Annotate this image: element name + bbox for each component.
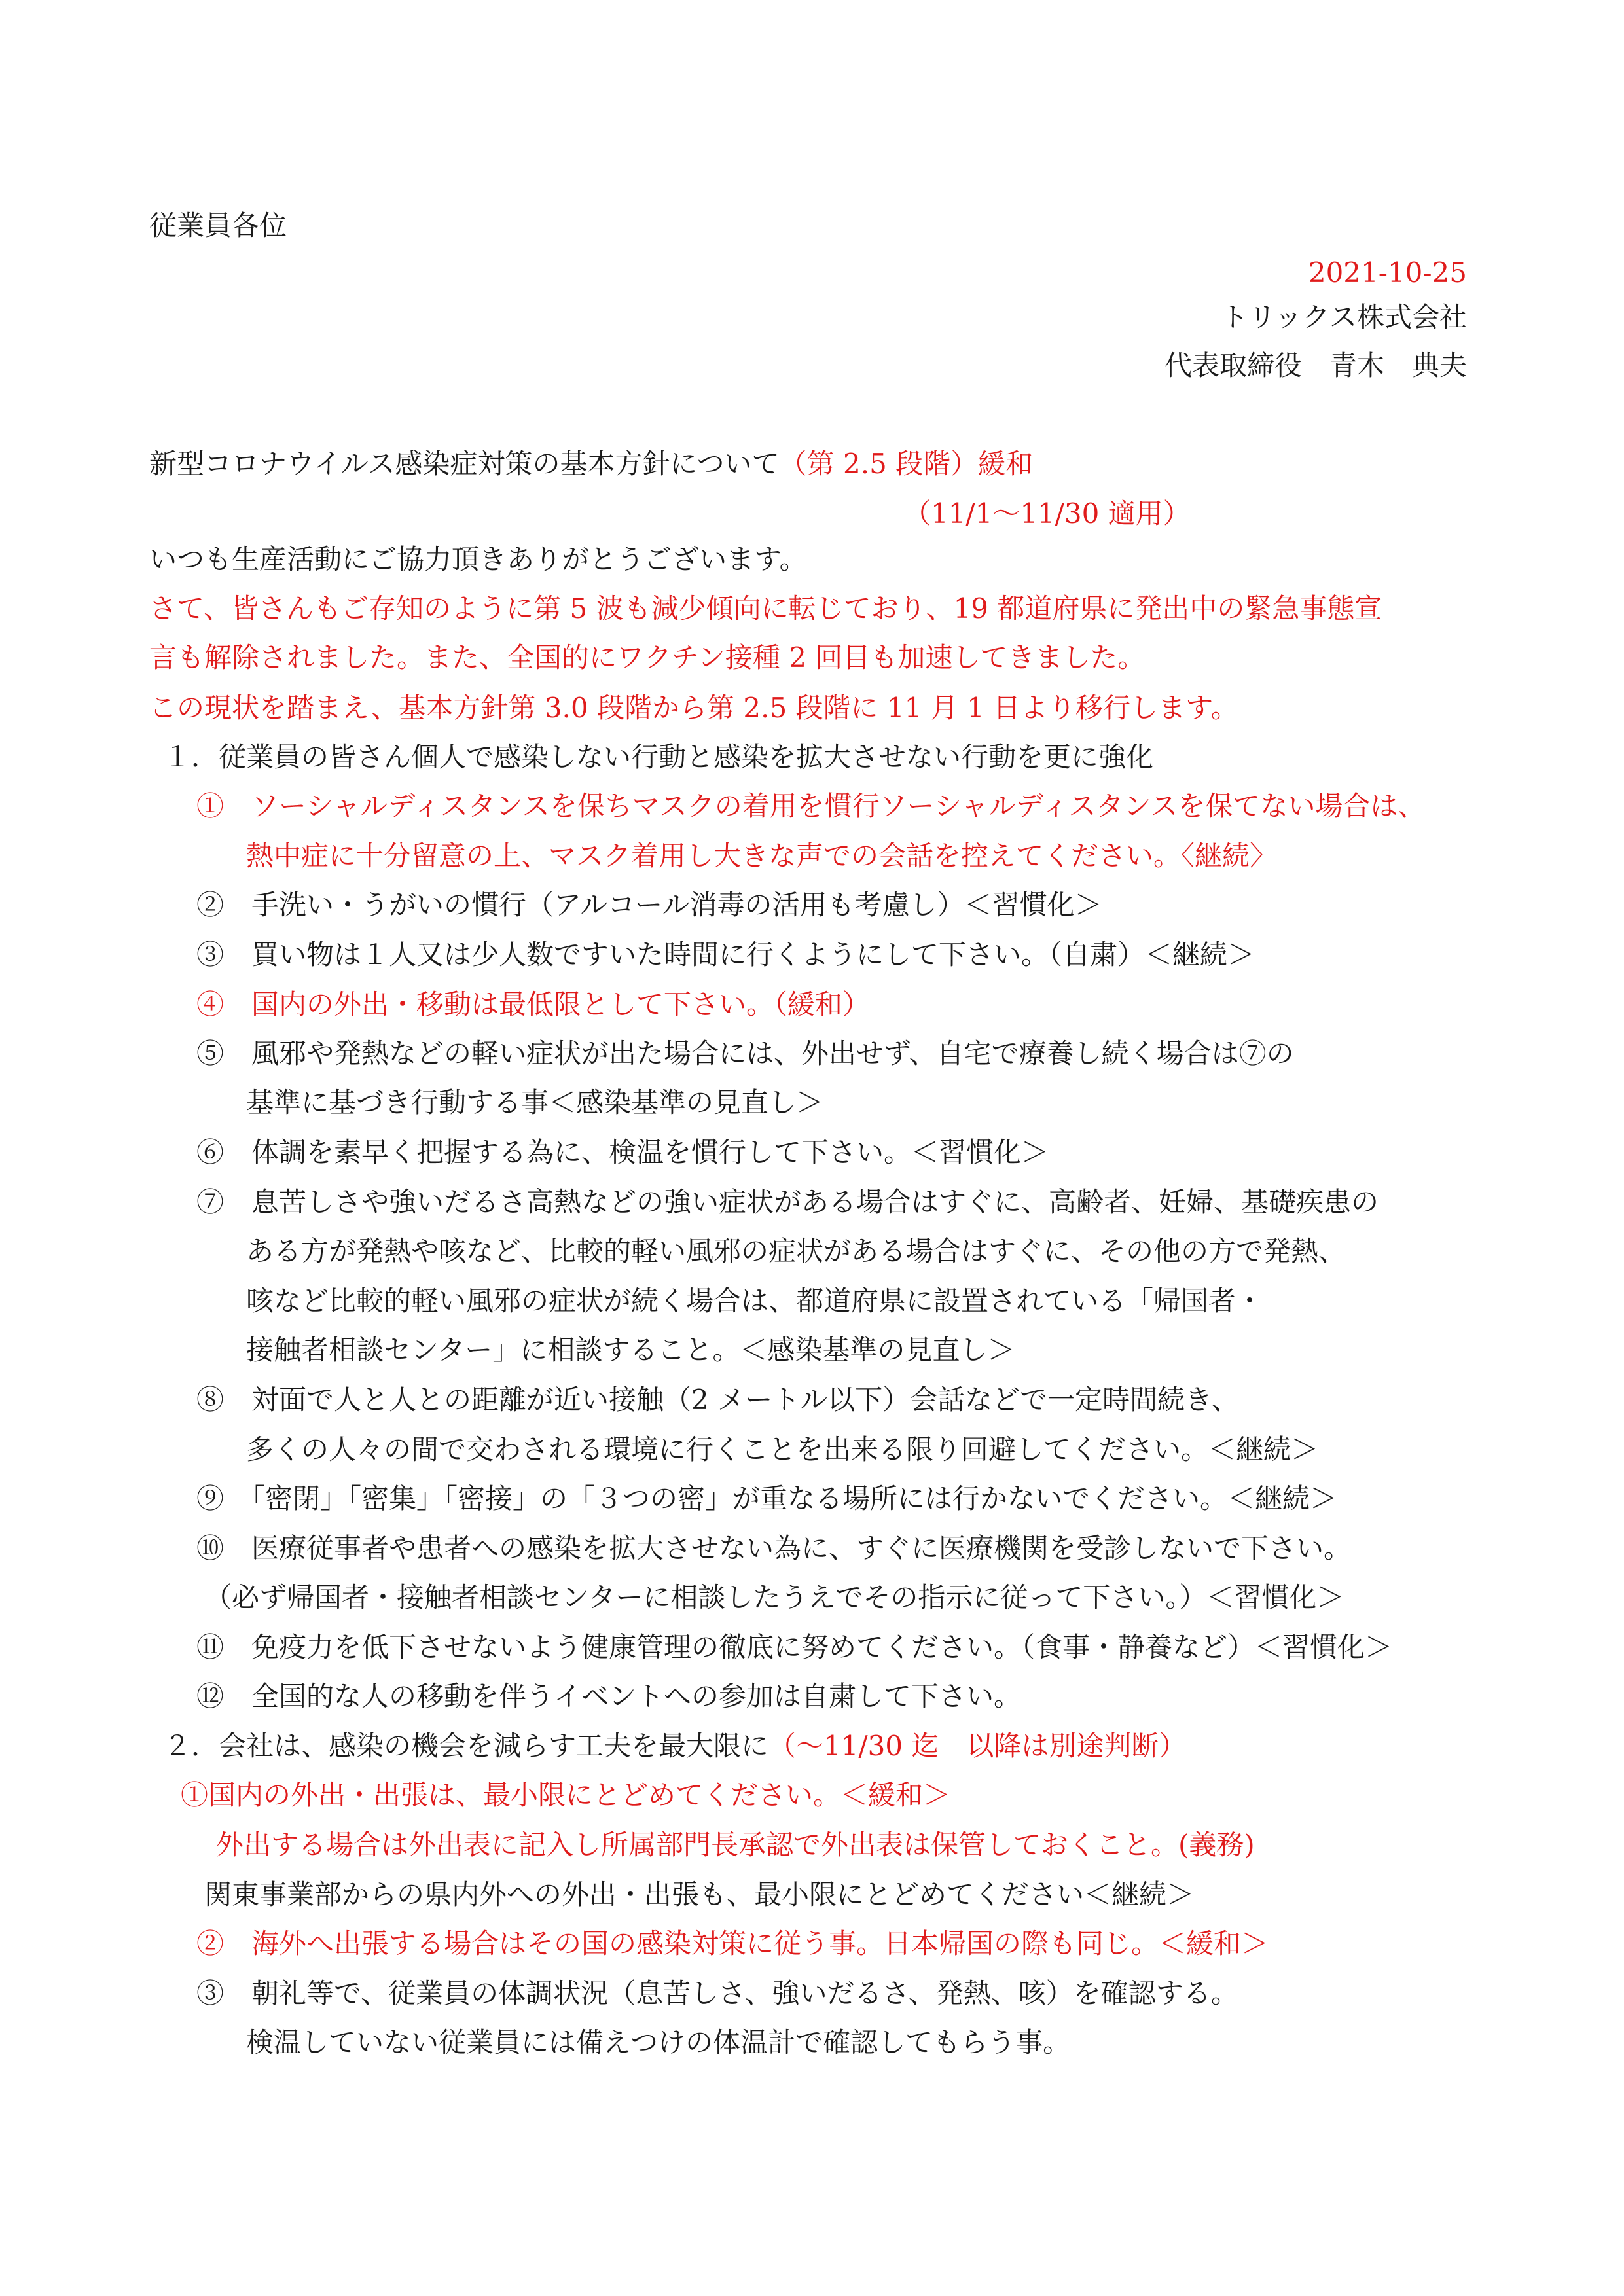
s2-item-3-line-2: 検温していない従業員には備えつけの体温計で確認してもらう事。	[246, 2026, 1071, 2058]
section2-heading	[164, 1730, 1186, 1763]
title-period: （11/1～11/30 適用）	[903, 497, 1191, 529]
s2-item-1-line-3: 関東事業部からの県内外への外出・出張も、最小限にとどめてください＜継続＞	[204, 1878, 1195, 1910]
intro-line-2: 言も解除されました。また、全国的にワクチン接種 2 回目も加速してきました。	[149, 641, 1146, 673]
document-title	[149, 448, 1033, 480]
title-main: 新型コロナウイルス感染症対策の基本方針について	[149, 448, 780, 480]
s1-item-12: ⑫ 全国的な人の移動を伴うイベントへの参加は自粛して下さい。	[196, 1680, 1022, 1712]
document-date: 2021-10-25	[1308, 257, 1467, 289]
intro-line-1: さて、皆さんもご存知のように第 5 波も減少傾向に転じており、19 都道府県に発出中の緊急事態宣	[149, 592, 1382, 624]
intro-line-3: この現状を踏まえ、基本方針第 3.0 段階から第 2.5 段階に 11 月 1 日より移行します。	[149, 692, 1238, 724]
s1-item-1-line-1: ① ソーシャルディスタンスを保ちマスクの着用を慣行ソーシャルディスタンスを保てない場合は、	[196, 790, 1426, 822]
company-name: トリックス株式会社	[1221, 301, 1467, 333]
s1-item-7-line-4: 接触者相談センター」に相談すること。＜感染基準の見直し＞	[246, 1334, 1015, 1366]
s2-item-1-line-1: ①国内の外出・出張は、最小限にとどめてください。＜緩和＞	[181, 1779, 951, 1811]
s1-item-5-line-2: 基準に基づき行動する事＜感染基準の見直し＞	[246, 1086, 824, 1119]
s1-item-8-line-2: 多くの人々の間で交わされる環境に行くことを出来る限り回避してください。＜継続＞	[246, 1433, 1319, 1465]
s1-item-5-line-1: ⑤ 風邪や発熱などの軽い症状が出た場合には、外出せず、自宅で療養し続く場合は⑦の	[196, 1037, 1294, 1069]
signatory: 代表取締役 青木 典夫	[1164, 350, 1467, 382]
s1-item-3: ③ 買い物は１人又は少人数ですいた時間に行くようにして下さい。（自粛）＜継続＞	[196, 939, 1255, 971]
s1-item-10-line-2: （必ず帰国者・接触者相談センターに相談したうえでその指示に従って下さい。）＜習慣化＞	[204, 1581, 1344, 1613]
s1-item-8-line-1: ⑧ 対面で人と人との距離が近い接触（2 メートル以下）会話などで一定時間続き、	[196, 1384, 1239, 1416]
section1-heading: １．従業員の皆さん個人で感染しない行動と感染を拡大させない行動を更に強化	[164, 741, 1154, 773]
s1-item-6: ⑥ 体調を素早く把握する為に、検温を慣行して下さい。＜習慣化＞	[196, 1136, 1049, 1168]
s1-item-7-line-2: ある方が発熱や咳など、比較的軽い風邪の症状がある場合はすぐに、その他の方で発熱、	[246, 1235, 1346, 1267]
s2-item-2: ② 海外へ出張する場合はその国の感染対策に従う事。日本帰国の際も同じ。＜緩和＞	[196, 1928, 1269, 1960]
intro-greeting: いつも生産活動にご協力頂きありがとうございます。	[149, 543, 807, 575]
s1-item-1-line-2: 熱中症に十分留意の上、マスク着用し大きな声での会話を控えてください。〈継続〉	[246, 840, 1278, 872]
s1-item-9: ⑨ 「密閉」「密集」「密接」の「３つの密」が重なる場所には行かないでください。＜継続＞	[196, 1482, 1338, 1515]
section2-heading-text: ２．会社は、感染の機会を減らす工夫を最大限に	[164, 1730, 769, 1762]
s1-item-4: ④ 国内の外出・移動は最低限として下さい。（緩和）	[196, 988, 871, 1020]
title-stage: （第 2.5 段階）緩和	[779, 448, 1034, 480]
s1-item-7-line-3: 咳など比較的軽い風邪の症状が続く場合は、都道府県に設置されている「帰国者・	[246, 1285, 1264, 1317]
addressee: 従業員各位	[149, 209, 287, 242]
s1-item-2: ② 手洗い・うがいの慣行（アルコール消毒の活用も考慮し）＜習慣化＞	[196, 889, 1102, 921]
s1-item-11: ⑪ 免疫力を低下させないよう健康管理の徹底に努めてください。（食事・静養など）＜習慣化＞	[196, 1631, 1393, 1663]
s1-item-7-line-1: ⑦ 息苦しさや強いだるさ高熱などの強い症状がある場合はすぐに、高齢者、妊婦、基礎疾患の	[196, 1186, 1379, 1218]
s2-item-1-line-2: 外出する場合は外出表に記入し所属部門長承認で外出表は保管しておくこと。(義務)	[216, 1829, 1255, 1861]
section2-heading-period: （～11/30 迄 以降は別途判断）	[768, 1730, 1187, 1762]
s2-item-3-line-1: ③ 朝礼等で、従業員の体調状況（息苦しさ、強いだるさ、発熱、咳）を確認する。	[196, 1977, 1238, 2009]
s1-item-10-line-1: ⑩ 医療従事者や患者への感染を拡大させない為に、すぐに医療機関を受診しないで下さい。	[196, 1532, 1352, 1564]
